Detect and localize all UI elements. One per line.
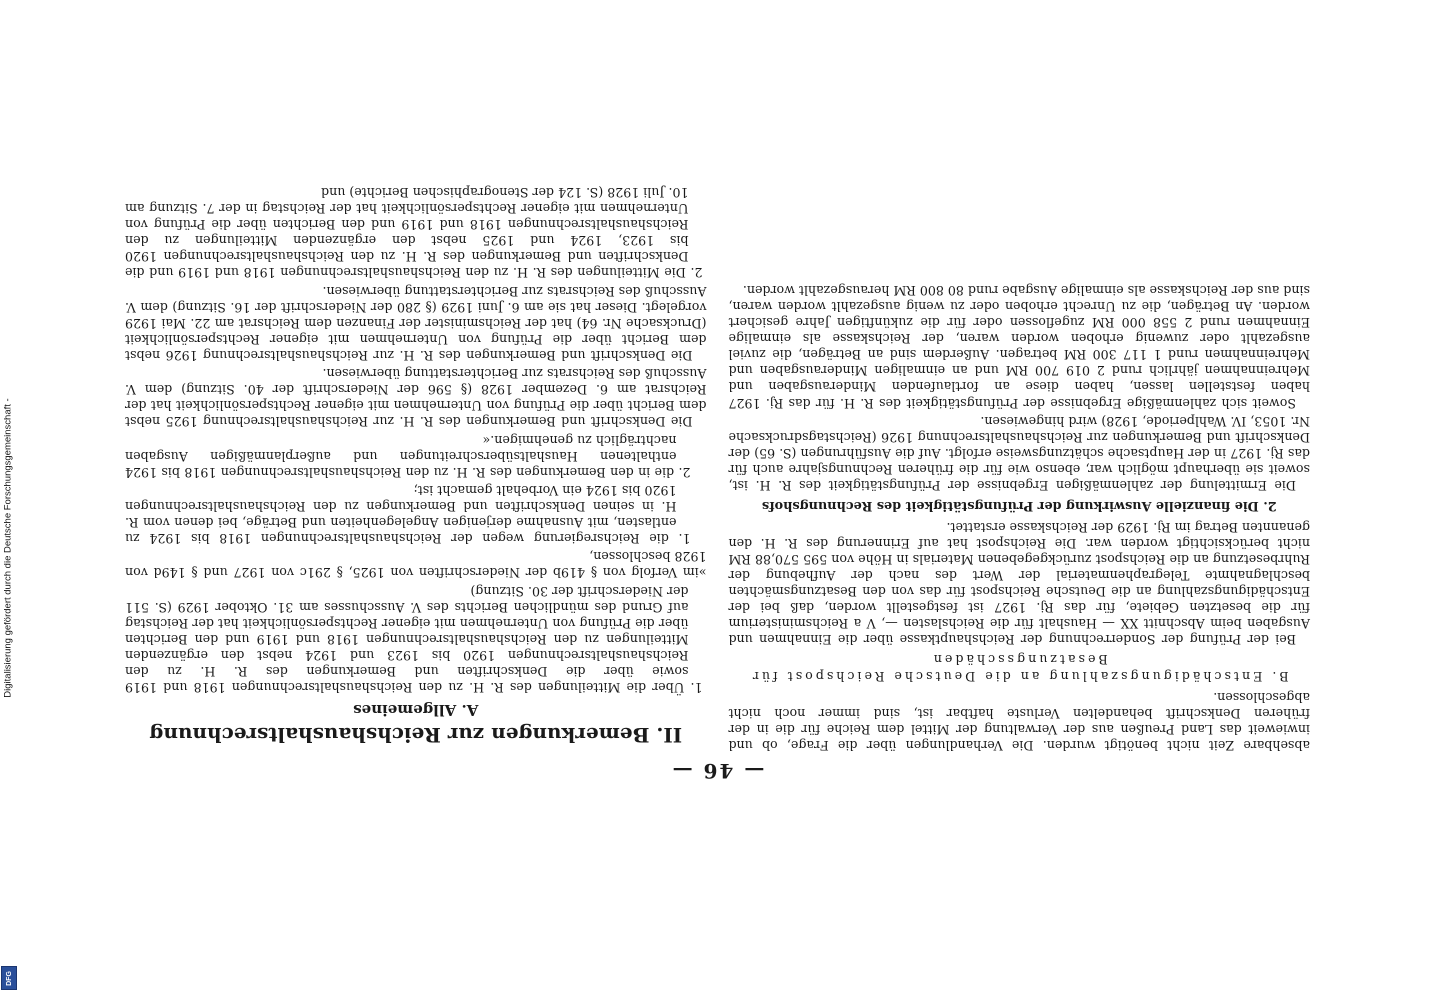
- quoted-item: 2. die in den Bemerkungen des R. H. zu den Reichshaushaltsrechnungen 1918 bis 1924 enthaltenen Haushaltsüberschreitungen und außerplanmäßigen Ausgaben nachträglich zu genehmigen.«: [125, 432, 691, 480]
- funding-notice-text: Digitalisierung gefördert durch die Deutsche Forschungsgemeinschaft -: [2, 398, 14, 698]
- dfg-logo: [1, 966, 17, 990]
- numbered-paragraph: 2. Die Mitteilungen des R. H. zu den Reichshaushaltsrechnungen 1918 und 1919 und die Denkschriften und Bemerkungen des R. H. zu den Reichshaushaltsrechnungen 1920 bis 1923, 1924 und 1925 nebst den ergänzenden Mitteilungen zu den Reichshaushaltsrechnungen 1918 und 1919 und den Berichten über die Prüfung von Unternehmen mit eigener Rechtspersönlichkeit hat der Reichstag in der 7. Sitzung am 10. Juli 1928 (S. 124 der Stenographischen Berichte) und: [125, 184, 703, 281]
- paragraph: Soweit sich zahlenmäßige Ergebnisse der Prüfungstätigkeit des R. H. für das Rj. 1927 haben feststellen lassen, haben diese an fortlaufenden Minderausgaben und Mehreinnahmen jährlich rund 2 019 700 RM und an einmaligen Minderausgaben und Mehreinnahmen rund 1 117 300 RM betragen. Außerdem sind an Beträgen, die zuviel ausgezahlt oder zuwenig erhoben worden waren, der Reichskasse als einmalige Einnahmen rund 2 558 000 RM zugeflossen oder für die zukünftigen Jahre gesichert worden. An Beträgen, die zu Unrecht erhoben oder zu wenig ausgezahlt worden waren, sind aus der Reichskasse als einmalige Ausgabe rund 80 800 RM herausgezahlt worden.: [728, 282, 1310, 411]
- digitization-notice: [0, 0, 16, 1000]
- section-heading-a: A. Allgemeines: [353, 701, 479, 720]
- right-column: [125, 182, 707, 753]
- quotation: »im Verfolg von § 419b der Niederschriften von 1925, § 291c von 1927 und § 149d von 1928 beschlossen,: [125, 549, 707, 581]
- paragraph: Bei der Prüfung der Sonderrechnung der Reichshauptkasse über die Einnahmen und Ausgaben beim Abschnitt XX — Haushalt für die Reichslasten —, V a Reichsministerium für die besetzten Gebiete, für das Rj. 1927 ist festgestellt worden, daß bei der Entschädigungszahlung an die Deutsche Reichspost für das von den Besatzungsmächten beschlagnahmte Telegraphenmaterial der Wert des nach der Aufhebung der Ruhrbesetzung an die Reichspost zurückgegebenen Materials in Höhe von 595 570,88 RM nicht berücksichtigt worden war. Die Reichspost hat auf Erinnerung des R. H. den genannten Betrag im Rj. 1929 der Reichskasse erstattet.: [728, 519, 1310, 648]
- paragraph: Die Ermittelung der zahlenmäßigen Ergebnisse der Prüfungstätigkeit des R. H. ist, soweit sie überhaupt möglich war, ebenso wie für die früheren Rechnungsjahre auch für das Rj. 1927 in der Hauptsache schätzungsweise erfolgt. Auf die Ausführungen (S. 65) der Denkschrift und Bemerkungen zur Reichshaushaltsrechnung 1926 (Reichstagsdrucksache Nr. 1053, IV. Wahlperiode, 1928) wird hingewiesen.: [728, 413, 1310, 494]
- paragraph: Die Denkschrift und Bemerkungen des R. H. zur Reichshaushaltsrechnung 1926 nebst dem Bericht über die Prüfung von Unternehmen mit eigener Rechtspersönlichkeit (Drucksache Nr. 64) hat der Reichsminister der Finanzen dem Reichsrat am 22. Mai 1929 vorgelegt. Dieser hat sie am 6. Juni 1929 (§ 280 der Niederschrift der 16. Sitzung) dem V. Ausschuß des Reichsrats zur Berichterstattung überwiesen.: [125, 283, 707, 364]
- section-heading-2: 2. Die finanzielle Auswirkung der Prüfungstätigkeit des Rechnungshofs: [761, 498, 1277, 514]
- dfg-logo-text: DFG: [5, 970, 13, 986]
- document-page: [125, 118, 1310, 783]
- section-heading-b: B. Entschädigungszahlung an die Deutsche Reichspost für Besatzungsschäden: [749, 652, 1289, 684]
- numbered-paragraph: 1. Über die Mitteilungen des R. H. zu den Reichshaushaltsrechnungen 1918 und 1919 sowie über die Denkschriften und Bemerkungen des R. H. zu den Reichshaushaltsrechnungen 1920 bis 1923 und 1924 nebst den ergänzenden Mitteilungen zu den Reichshaushaltsrechnungen 1918 und 1919 und den Berichten über die Prüfung von Unternehmen mit eigener Rechtspersönlichkeit hat der Reichstag auf Grund des mündlichen Berichts des V. Ausschusses am 31. Oktober 1929 (S. 511 der Niederschrift der 30. Sitzung): [125, 583, 703, 696]
- chapter-heading: II. Bemerkungen zur Reichshaushaltsrechnung: [149, 723, 683, 747]
- paragraph: absehbare Zeit nicht benötigt wurden. Die Verhandlungen über die Frage, ob und inwieweit das Land Preußen aus der Verwaltung der Mittel dem Reiche für die in der früheren Denkschrift behandelten Verluste haftbar ist, sind immer noch nicht abgeschlossen.: [728, 689, 1310, 753]
- page-number: — 46 —: [670, 759, 765, 783]
- quoted-item: 1. die Reichsregierung wegen der Reichshaushaltsrechnungen 1918 bis 1924 zu entlasten, mit Ausnahme derjenigen Angelegenheiten und Beträge, bei denen vom R. H. in seinen Denkschriften und Bemerkungen zu den Reichshaushaltsrechnungen 1920 bis 1924 ein Vorbehalt gemacht ist;: [125, 482, 691, 547]
- paragraph: Die Denkschrift und Bemerkungen des R. H. zur Reichshaushaltsrechnung 1925 nebst dem Bericht über die Prüfung von Unternehmen mit eigener Rechtspersönlichkeit hat der Reichsrat am 6. Dezember 1928 (§ 596 der Niederschrift der 40. Sitzung) dem V. Ausschuß des Reichsrats zur Berichterstattung überwiesen.: [125, 366, 707, 430]
- left-column: [729, 182, 1311, 753]
